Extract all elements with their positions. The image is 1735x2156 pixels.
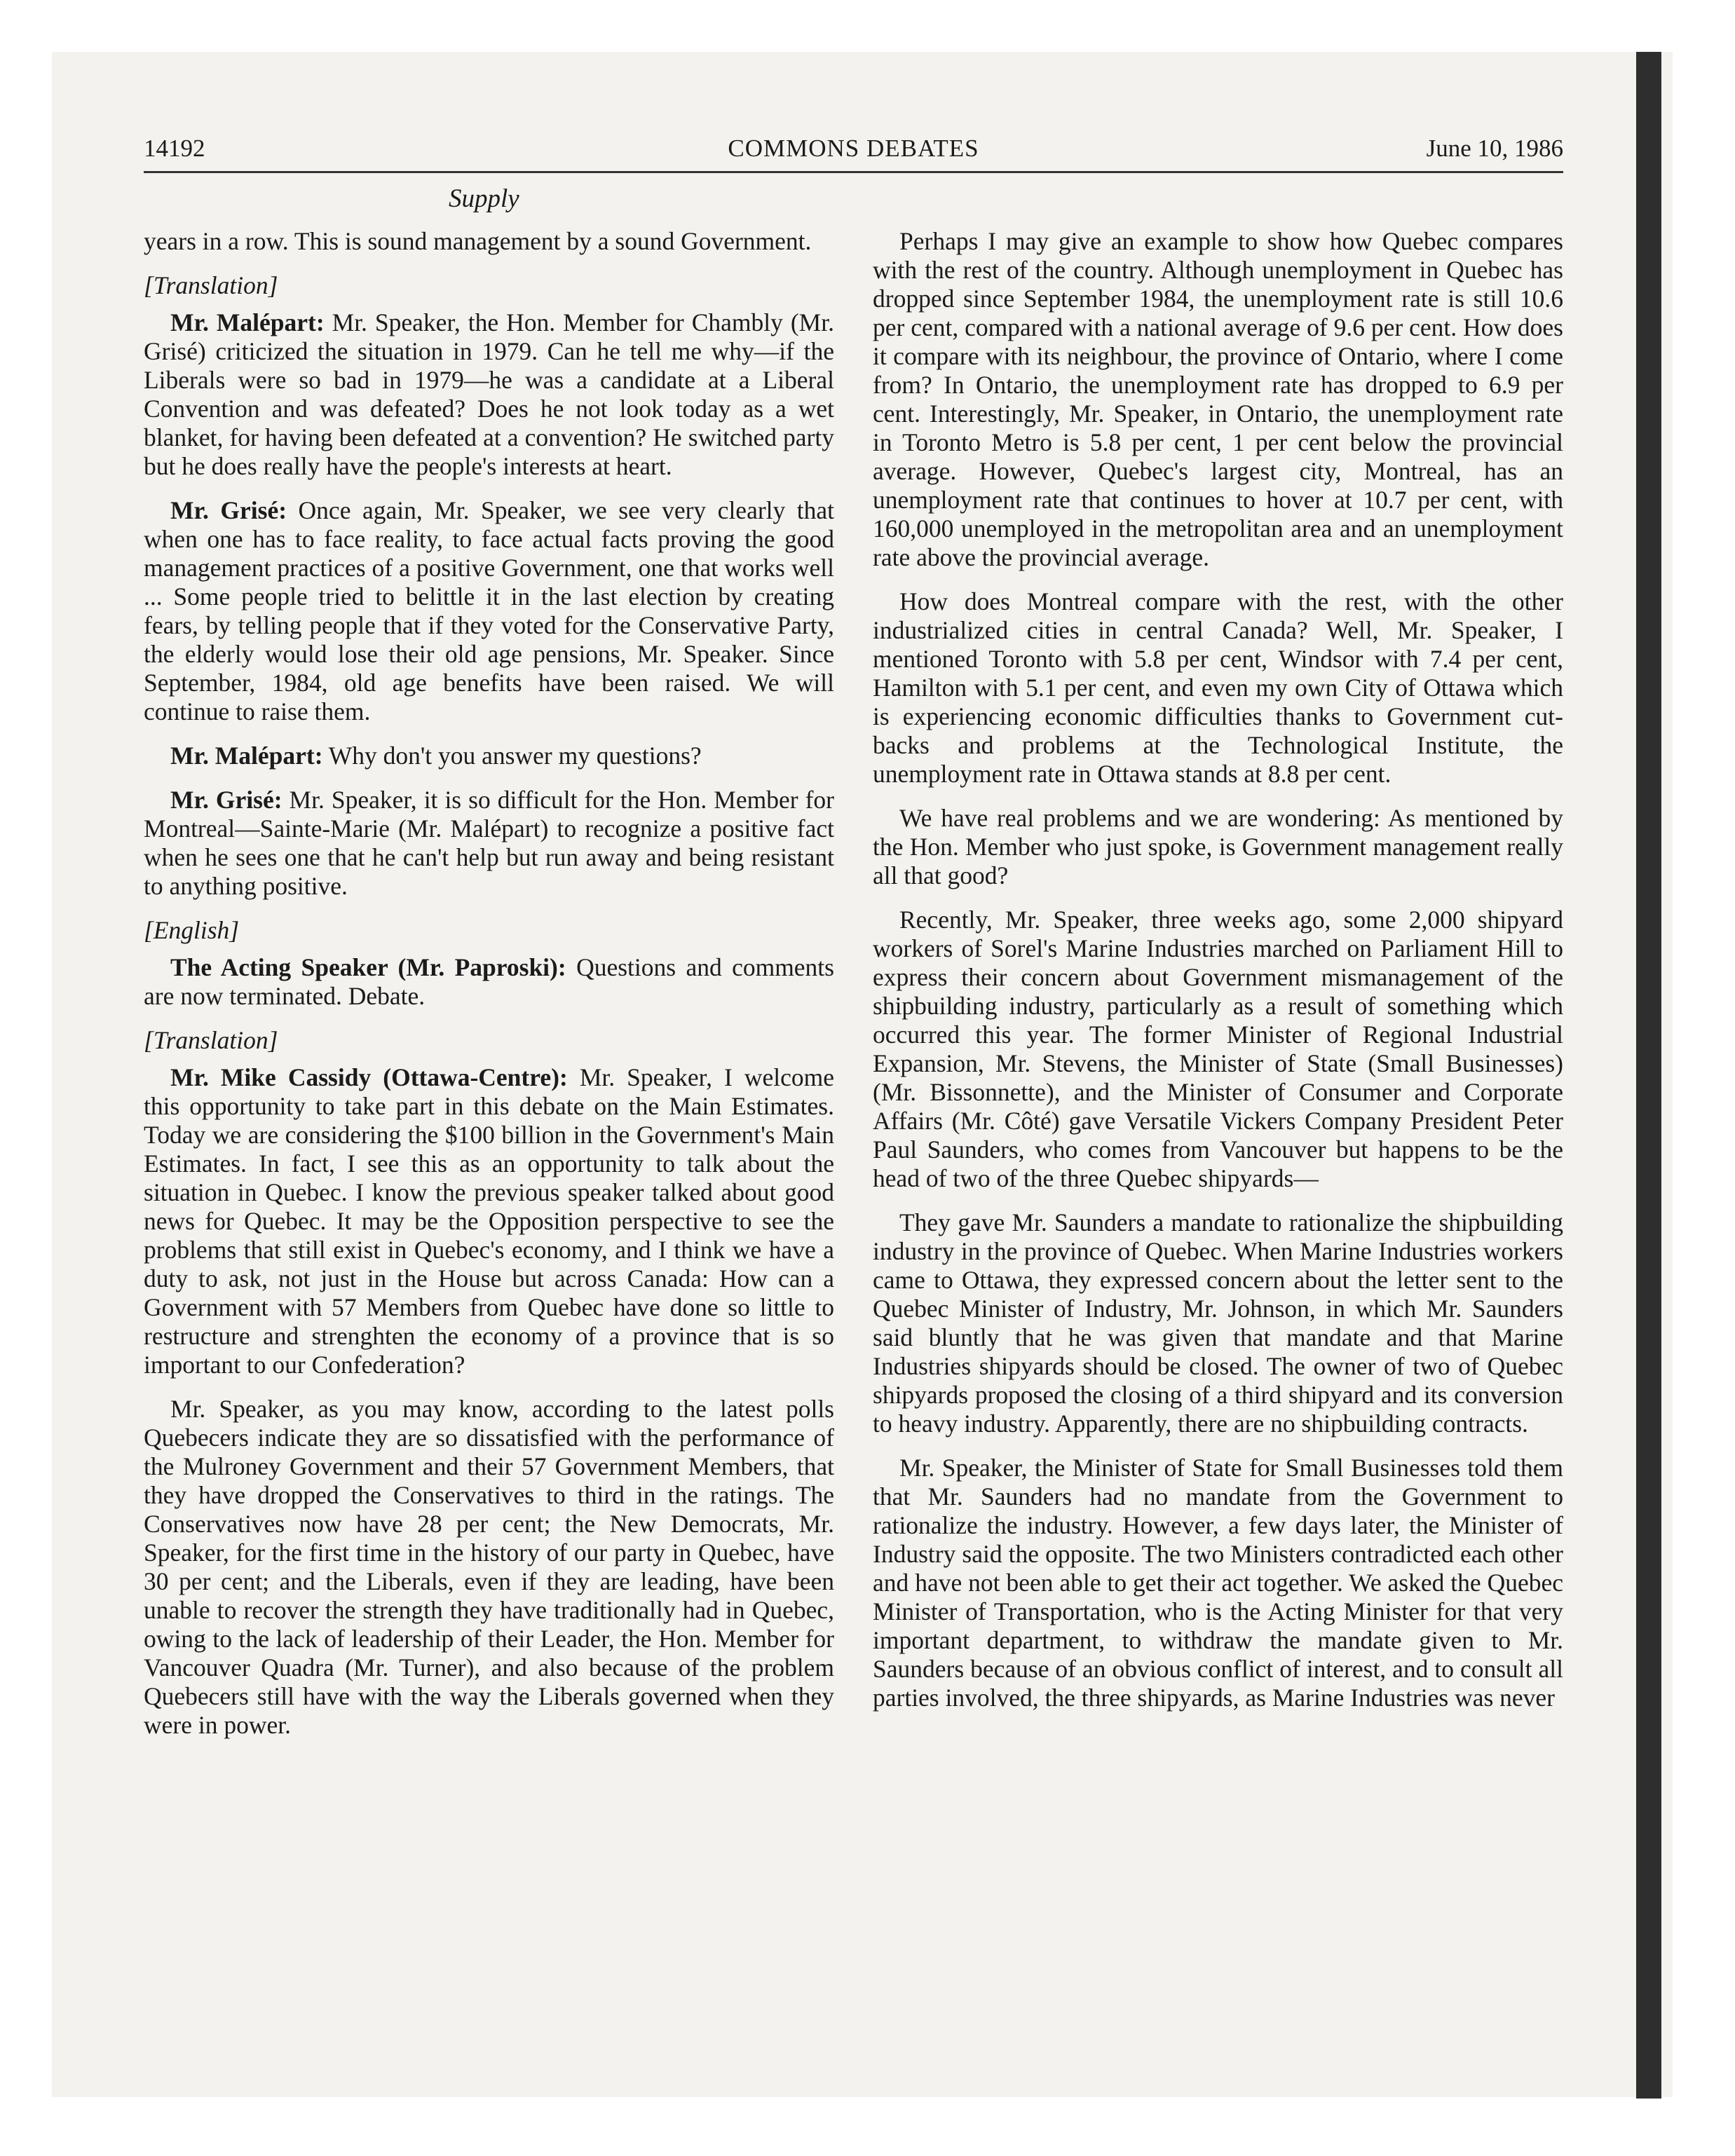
speaker-name: The Acting Speaker (Mr. Paproski): [170,953,566,981]
speech-text: Once again, Mr. Speaker, we see very clearly that when one has to face reality, to face actual facts proving the good management practices of a positive Government, one that works well ... Some people tried to belittle it in the last election by creating fears, by telling people that if they voted for the Conservative Party, the elderly would lose their old age pensions, Mr. Speaker. Since September, 1984, old age benefits have been raised. We will continue to raise them. [144,496,835,725]
paragraph: Recently, Mr. Speaker, three weeks ago, some 2,000 shipyard workers of Sorel's Marine Industries marched on Parliament Hill to express their concern about Government mismanagement of the shipbuilding industry, particularly as a result of something which occurred this year. The former Minister of Regional Industrial Expansion, Mr. Stevens, the Minister of State (Small Businesses) (Mr. Bissonnette), and the Minister of Consumer and Corporate Affairs (Mr. Côté) gave Versatile Vickers Company President Peter Paul Saunders, who comes from Vancouver but happens to be the head of two of the three Quebec shipyards— [873,906,1563,1192]
paragraph: years in a row. This is sound management by a sound Government. [144,227,812,255]
right-column [873,227,1563,1728]
page-header [144,135,1563,173]
paragraph [144,786,834,901]
speech-text: Mr. Speaker, I welcome this opportunity to take part in this debate on the Main Estimates. Today we are considering the $100 billion in the Government's Main Estimates. In fact, I see this as an opportunity to talk about the situation in Quebec. I know the previous speaker talked about good news for Quebec. It may be the Opposition perspective to see the problems that still exist in Quebec's economy, and I think we have a duty to ask, not just in the House but across Canada: How can a Government with 57 Members from Quebec have done so little to restructure and strenghten the economy of a province that is so important to our Confederation? [144,1063,835,1379]
speech-text: Mr. Speaker, the Hon. Member for Chambly (Mr. Grisé) criticized the situation in 1979. Can he tell me why—if the Liberals were so bad in 1979—he was a candidate at a Liberal Convention and was defeated? Does he not look today as a wet blanket, for having been defeated at a convention? He switched party but he does really have the people's interests at heart. [144,308,834,480]
speaker-name: Mr. Grisé: [170,786,283,814]
paragraph: They gave Mr. Saunders a mandate to rationalize the shipbuilding industry in the province of Quebec. When Marine Industries workers came to Ottawa, they expressed concern about the letter sent to the Quebec Minister of Industry, Mr. Johnson, in which Mr. Saunders said bluntly that he was given that mandate and that Marine Industries shipyards should be closed. The owner of two of Quebec shipyards proposed the closing of a third shipyard and its conversion to heavy industry. Apparently, there are no shipbuilding contracts. [873,1208,1563,1438]
paragraph: How does Montreal compare with the rest, with the other industrialized cities in central Canada? Well, Mr. Speaker, I mentioned Toronto with 5.8 per cent, Windsor with 7.4 per cent, Hamilton with 5.1 per cent, and even my own City of Ottawa which is experiencing economic difficulties thanks to Government cut-backs and problems at the Technological Institute, the unemployment rate in Ottawa stands at 8.8 per cent. [873,587,1563,788]
speech-text: Why don't you answer my questions? [322,742,702,770]
language-tag: [Translation] [144,1026,278,1054]
speech-text: Questions and comments are now terminated. Debate. [144,953,834,1010]
publication-title: COMMONS DEBATES [728,135,979,162]
section-label: Supply [449,184,519,213]
scan-edge-shadow [1636,52,1661,2099]
paragraph [144,308,834,481]
speaker-name: Mr. Malépart: [170,742,323,770]
speaker-name: Mr. Mike Cassidy (Ottawa-Centre): [170,1063,568,1091]
speaker-name: Mr. Grisé: [170,496,287,524]
left-column [144,227,834,1755]
paragraph: Mr. Speaker, the Minister of State for Small Businesses told them that Mr. Saunders had no mandate from the Government to rationalize the industry. However, a few days later, the Minister of Industry said the opposite. The two Ministers contradicted each other and have not been able to get their act together. We asked the Quebec Minister of Transportation, who is the Acting Minister for that very important department, to withdraw the mandate given to Mr. Saunders because of an obvious conflict of interest, and to consult all parties involved, the three shipyards, as Marine Industries was never [873,1454,1563,1712]
paragraph: We have real problems and we are wondering: As mentioned by the Hon. Member who just spoke, is Government management really all that good? [873,804,1563,889]
paragraph: Perhaps I may give an example to show how Quebec compares with the rest of the country. Although unemployment in Quebec has dropped since September 1984, the unemployment rate is still 10.6 per cent, compared with a national average of 9.6 per cent. How does it compare with its neighbour, the province of Ontario, where I come from? In Ontario, the unemployment rate has dropped to 6.9 per cent. Interestingly, Mr. Speaker, in Ontario, the unemployment rate in Toronto Metro is 5.8 per cent, 1 per cent below the provincial average. However, Quebec's largest city, Montreal, has an unemployment rate that continues to hover at 10.7 per cent, with 160,000 unemployed in the metropolitan area and an unemployment rate above the provincial average. [873,227,1563,571]
paragraph [144,496,834,726]
paragraph: Mr. Speaker, as you may know, according to the latest polls Quebecers indicate they are so dissatisfied with the performance of the Mulroney Government and their 57 Government Members, that they have dropped the Conservatives to third in the ratings. The Conservatives now have 28 per cent; the New Democrats, Mr. Speaker, for the first time in the history of our party in Quebec, have 30 per cent; and the Liberals, even if they are leading, have been unable to recover the strength they have traditionally had in Quebec, owing to the lack of leadership of their Leader, the Hon. Member for Vancouver Quadra (Mr. Turner), and also because of the problem Quebecers still have with the way the Liberals governed when they were in power. [144,1395,834,1739]
paragraph [144,1063,834,1379]
speaker-name: Mr. Malépart: [170,308,325,336]
publication-date: June 10, 1986 [1426,135,1563,162]
paragraph [144,953,834,1011]
language-tag: [English] [144,916,240,944]
page-number: 14192 [144,135,205,162]
paragraph [144,742,834,770]
language-tag: [Translation] [144,271,278,299]
speech-text: Mr. Speaker, it is so difficult for the Hon. Member for Montreal—Sainte-Marie (Mr. Malépart) to recognize a positive fact when he sees one that he can't help but run away and being resistant to anything positive. [144,786,834,900]
